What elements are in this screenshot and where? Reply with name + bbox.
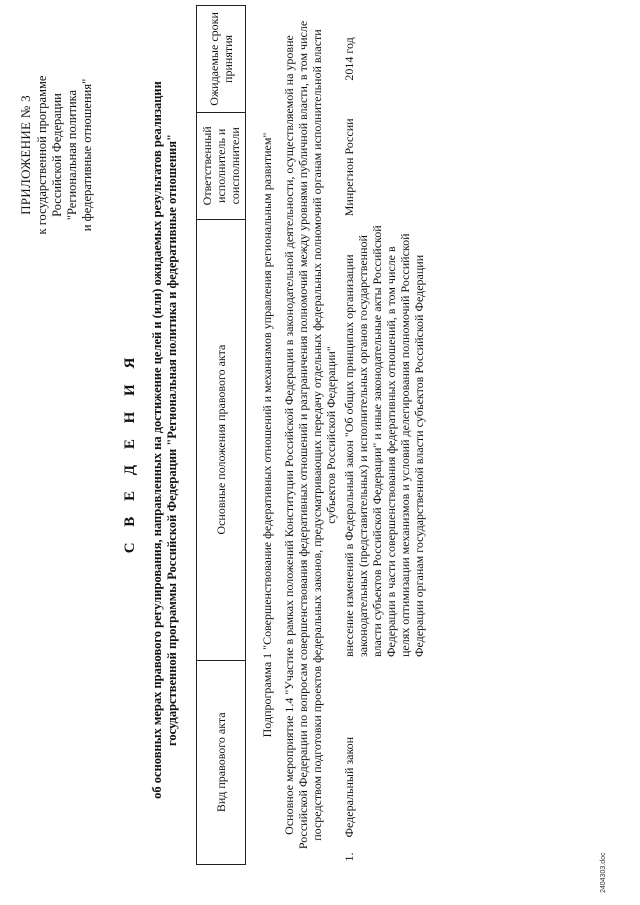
act-type: Федеральный закон	[342, 736, 356, 838]
measure-row	[276, 6, 340, 865]
act-type-cell	[340, 660, 428, 864]
header-act-type: Вид правового акта	[197, 660, 246, 864]
appendix-line: и федеративные отношения"	[80, 78, 94, 232]
appendix-line: к государственной программе	[35, 75, 49, 235]
subprogram-row	[246, 6, 277, 865]
appendix-title: ПРИЛОЖЕНИЕ № 3	[18, 95, 33, 215]
row-number: 1.	[342, 852, 356, 862]
header-executor: Ответственный исполнитель и соисполнители	[197, 112, 246, 219]
header-provisions: Основные положения правового акта	[197, 219, 246, 660]
deadline-cell: 2014 год	[342, 37, 356, 81]
table-header-row	[197, 6, 246, 865]
appendix-line: "Региональная политика	[65, 89, 79, 221]
document-subtitle: об основных мерах правового регулирования, направленных на достижение целей и (или) ожидаемых результатов реализации государственной программы Российской Федерации "Региональная политика и федеративные отношения"	[150, 81, 179, 799]
subprogram-title: Подпрограмма 1 "Совершенствование федеративных отношений и механизмов управления региональным развитием"	[260, 132, 274, 738]
measure-title: Основное мероприятие 1.4 "Участие в рамках положений Конституции Российской Федерации в законодательной деятельности, осуществляемой на уровне Российской Федерации по вопросам совершенствования федеративных отношений и разграничения полномочий между уровнями публичной власти, в том числе посредством подготовки проектов федеральных законов, предусматривающих передачу отдельных федеральных полномочий органам исполнительной власти субъектов Российской Федерации"	[282, 20, 338, 850]
table-row	[340, 6, 428, 865]
executor-cell: Минрегион России	[342, 118, 356, 217]
measures-table	[196, 5, 428, 865]
document-heading: С В Е Д Е Н И Я	[122, 351, 138, 554]
appendix-line: Российской Федерации	[50, 93, 64, 217]
file-name: 2404303.doc	[600, 852, 607, 893]
header-deadline: Ожидаемые сроки принятия	[197, 6, 246, 113]
provisions-cell: внесение изменений в Федеральный закон "Об общих принципах организации законодательных (представительных) и исполнительных органов государственной власти субъектов Российской Федерации" и иные законодательные акты Российской Федерации в части совершенствования федеративных отношений, в том числе в целях оптимизации механизмов и условий делегирования полномочий Российской Федерации органам государственной власти субъектов Российской Федерации	[342, 225, 426, 658]
appendix-block	[18, 5, 95, 305]
